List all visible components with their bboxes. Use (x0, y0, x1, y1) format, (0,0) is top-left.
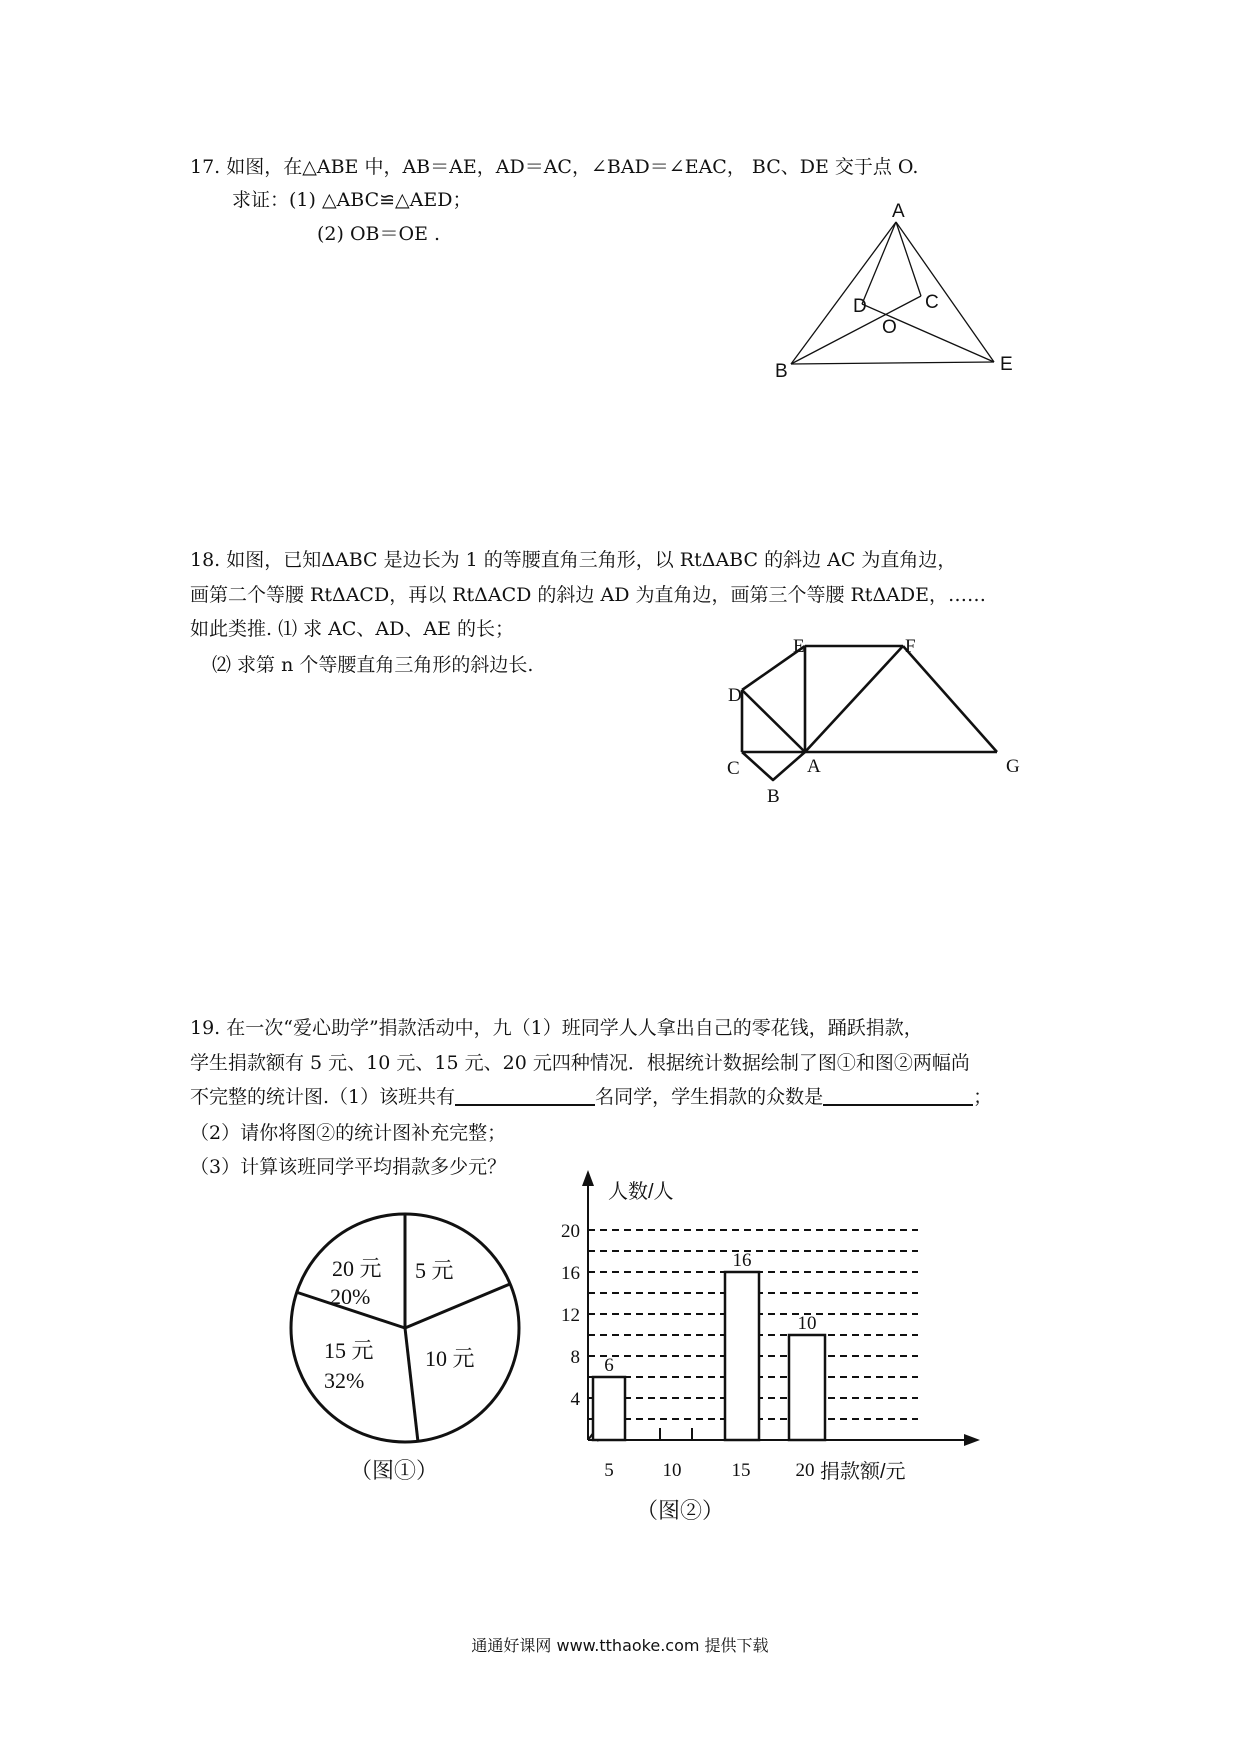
y-tick-label: 4 (570, 1389, 580, 1410)
bar-5 (593, 1377, 625, 1440)
bar-20 (789, 1335, 825, 1440)
pie-label-15-percent: 32% (324, 1368, 365, 1393)
q18-isosceles-figure (725, 630, 1065, 810)
q17-label-a: A (892, 201, 905, 222)
x-tick-label: 10 (662, 1460, 682, 1481)
q18-line-2: 画第二个等腰 RtΔACD，再以 RtΔACD 的斜边 AD 为直角边，画第三个等腰 RtΔADE，…… (190, 584, 986, 606)
q18-label-a: A (807, 756, 821, 777)
q19-line-3-part-c: ； (973, 1086, 993, 1108)
q18-label-g: G (1006, 756, 1020, 777)
pie-caption: （图①） (350, 1458, 439, 1483)
pie-chart (280, 1210, 540, 1490)
q19-line-2: 学生捐款额有 5 元、10 元、15 元、20 元四种情况．根据统计数据绘制了图①和图②两幅尚 (190, 1052, 970, 1074)
q19-line-3 (190, 1082, 992, 1112)
q17-label-d: D (853, 296, 867, 317)
y-tick-label: 20 (561, 1221, 580, 1242)
q18-label-b: B (767, 786, 780, 807)
q18-label-d: D (728, 685, 742, 706)
q17-line-2: 求证：(1) △ABC≌△AED； (232, 189, 472, 211)
bar-value-label: 16 (732, 1250, 752, 1271)
q17-label-o: O (882, 317, 897, 338)
q19-line-3-part-a: 不完整的统计图.（1）该班共有 (190, 1086, 456, 1108)
q17-triangle-figure (770, 200, 1030, 380)
q18-label-e: E (793, 636, 805, 657)
pie-label-5-yuan: 5 元 (415, 1258, 454, 1283)
y-axis-arrow-icon (582, 1170, 594, 1186)
q18-label-c: C (727, 758, 740, 779)
q18-label-f: F (905, 636, 916, 657)
page-footer: 通通好课网 www.tthaoke.com 提供下载 (471, 1636, 769, 1655)
q17-label-e: E (1000, 354, 1013, 375)
x-tick-label: 20 (795, 1460, 815, 1481)
q18-line-4: ⑵ 求第 n 个等腰直角三角形的斜边长. (212, 654, 534, 676)
bar-value-label: 6 (604, 1355, 614, 1376)
q19-line-4: （2）请你将图②的统计图补充完整； (190, 1122, 507, 1144)
x-tick-label: 15 (731, 1460, 751, 1481)
bar-15 (725, 1272, 759, 1440)
student-count-blank[interactable] (455, 1082, 595, 1106)
x-tick-label: 5 (604, 1460, 614, 1481)
bar-chart (550, 1170, 990, 1523)
x-axis-label: 捐款额/元 (820, 1461, 906, 1483)
y-tick-label: 16 (561, 1263, 580, 1284)
q18-line-3: 如此类推. ⑴ 求 AC、AD、AE 的长； (190, 618, 515, 640)
bar-value-label: 10 (797, 1313, 817, 1334)
q17-label-c: C (925, 292, 939, 313)
q18-line-1: 18. 如图，已知ΔABC 是边长为 1 的等腰直角三角形，以 RtΔABC 的斜边 AC 为直角边， (190, 549, 957, 571)
q17-label-b: B (775, 361, 788, 382)
y-tick-label: 8 (570, 1347, 580, 1368)
q19-line-3-part-b: 名同学，学生捐款的众数是 (595, 1086, 824, 1108)
q19-line-1: 19. 在一次“爱心助学”捐款活动中，九（1）班同学人人拿出自己的零花钱，踊跃捐款， (190, 1017, 923, 1039)
q17-line-1: 17. 如图，在△ABE 中，AB＝AE，AD＝AC，∠BAD＝∠EAC， BC、DE 交于点 O. (190, 156, 919, 178)
q19-line-5: （3）计算该班同学平均捐款多少元？ (190, 1156, 507, 1178)
pie-label-15-yuan: 15 元 (324, 1338, 374, 1363)
y-axis-label: 人数/人 (608, 1181, 674, 1203)
x-axis-arrow-icon (964, 1434, 980, 1446)
mode-blank[interactable] (823, 1082, 973, 1106)
y-tick-label: 12 (561, 1305, 580, 1326)
q17-line-3: (2) OB＝OE . (317, 223, 441, 245)
bar-chart-axes (582, 1170, 980, 1446)
pie-label-20-percent: 20% (330, 1284, 371, 1309)
pie-label-10-yuan: 10 元 (425, 1346, 475, 1371)
pie-label-20-yuan: 20 元 (332, 1256, 382, 1281)
bar-chart-caption: （图②） (636, 1498, 725, 1523)
